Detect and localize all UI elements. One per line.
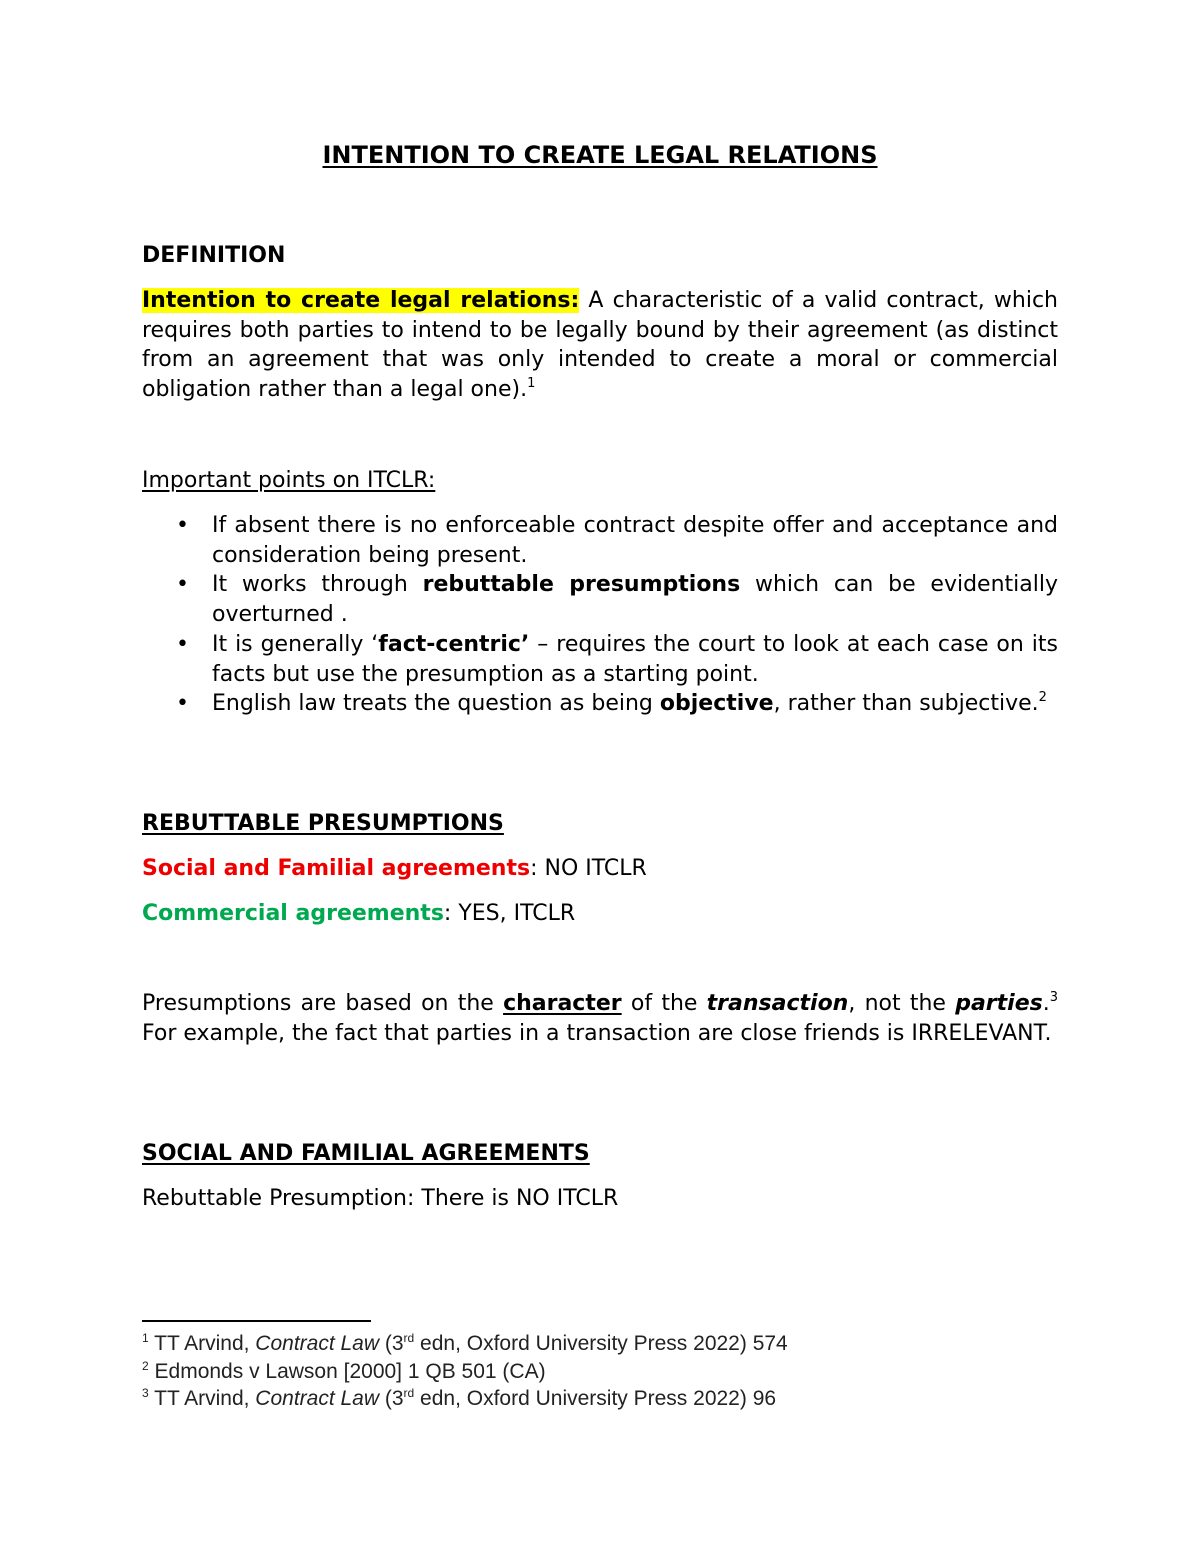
paragraph-text: , not the [848, 991, 956, 1016]
presumptions-paragraph [142, 989, 1058, 1048]
rebuttable-heading: REBUTTABLE PRESUMPTIONS [142, 811, 504, 836]
document-title: INTENTION TO CREATE LEGAL RELATIONS [322, 141, 878, 169]
commercial-value: : YES, ITCLR [443, 901, 576, 926]
commercial-label: Commercial agreements [142, 901, 444, 926]
bullet-icon: • [176, 572, 189, 598]
footnote-text: TT Arvind, [148, 1387, 256, 1410]
parties-emphasis: parties [955, 991, 1043, 1016]
footnote-ref-2[interactable]: 2 [1038, 690, 1047, 706]
bullet-icon: • [176, 513, 189, 538]
paragraph-text: . [1042, 991, 1050, 1016]
footnote-separator [142, 1320, 371, 1322]
footnote-ref-1[interactable]: 1 [527, 376, 536, 392]
paragraph-text: For example, the fact that parties in a transaction are close friends is IRRELEVANT. [142, 1020, 1052, 1046]
footnote-text: edn, Oxford University Press 2022) 96 [414, 1387, 777, 1410]
footnote-number: 3 [142, 1386, 149, 1400]
definition-text: A characteristic of a valid contract, which requires both parties to intend to be legally bound by their agreement (as distinct from an agreement that was only intended to create a moral or commercial obligation rather than a legal one). [142, 288, 1059, 403]
list-item [142, 630, 1058, 689]
footnote-ordinal: rd [403, 1331, 415, 1345]
social-presumption-text: Rebuttable Presumption: There is NO ITCLR [142, 1186, 619, 1211]
point-text: If absent there is no enforceable contract despite offer and acceptance and consideration being present. [212, 513, 1058, 568]
character-emphasis: character [503, 991, 622, 1016]
paragraph-text: Presumptions are based on the [142, 991, 504, 1016]
social-value: : NO ITCLR [530, 856, 647, 881]
bullet-icon: • [176, 691, 189, 717]
point-text: It works through [212, 572, 423, 598]
list-item [142, 570, 1058, 629]
point-emphasis: fact-centric’ [378, 631, 530, 657]
footnote-text: edn, Oxford University Press 2022) 574 [414, 1332, 788, 1355]
footnote-3 [142, 1385, 1058, 1413]
footnote-text: (3 [379, 1387, 404, 1410]
points-heading: Important points on ITCLR: [142, 468, 436, 493]
transaction-emphasis: transaction [706, 991, 849, 1016]
point-emphasis: objective [659, 691, 774, 717]
point-emphasis: rebuttable presumptions [422, 572, 741, 598]
definition-heading: DEFINITION [142, 243, 286, 268]
social-presumption-line [142, 854, 1058, 884]
definition-term: Intention to create legal relations: [142, 288, 580, 313]
bullet-icon: • [176, 631, 189, 657]
footnote-2 [142, 1358, 1058, 1386]
footnote-text: TT Arvind, [148, 1332, 256, 1355]
footnote-ordinal: rd [403, 1386, 415, 1400]
footnote-number: 2 [142, 1358, 149, 1373]
footnote-book-title: Contract Law [255, 1387, 380, 1410]
social-label: Social and Familial agreements [142, 856, 531, 881]
definition-paragraph [142, 286, 1058, 405]
point-text: English law treats the question as being [212, 691, 660, 717]
points-list [142, 511, 1058, 719]
footnote-number: 1 [142, 1331, 149, 1345]
footnote-ref-3[interactable]: 3 [1049, 990, 1059, 1005]
footnote-1 [142, 1330, 1058, 1358]
footnotes [142, 1330, 1058, 1413]
point-text: , rather than subjective. [773, 691, 1039, 717]
footnote-text: (3 [379, 1332, 404, 1355]
footnote-book-title: Contract Law [255, 1332, 380, 1355]
footnote-text: Edmonds v Lawson [2000] 1 QB 501 (CA) [148, 1359, 546, 1383]
point-text: which can be evidentially overturned . [212, 572, 1058, 628]
commercial-presumption-line [142, 899, 1058, 929]
list-item [142, 689, 1058, 719]
point-text: – requires the court to look at each case on its facts but use the presumption as a starting point. [212, 631, 1058, 687]
list-item [142, 511, 1058, 570]
social-heading: SOCIAL AND FAMILIAL AGREEMENTS [142, 1141, 590, 1166]
point-text: It is generally ‘ [212, 631, 379, 657]
paragraph-text: of the [621, 991, 707, 1016]
